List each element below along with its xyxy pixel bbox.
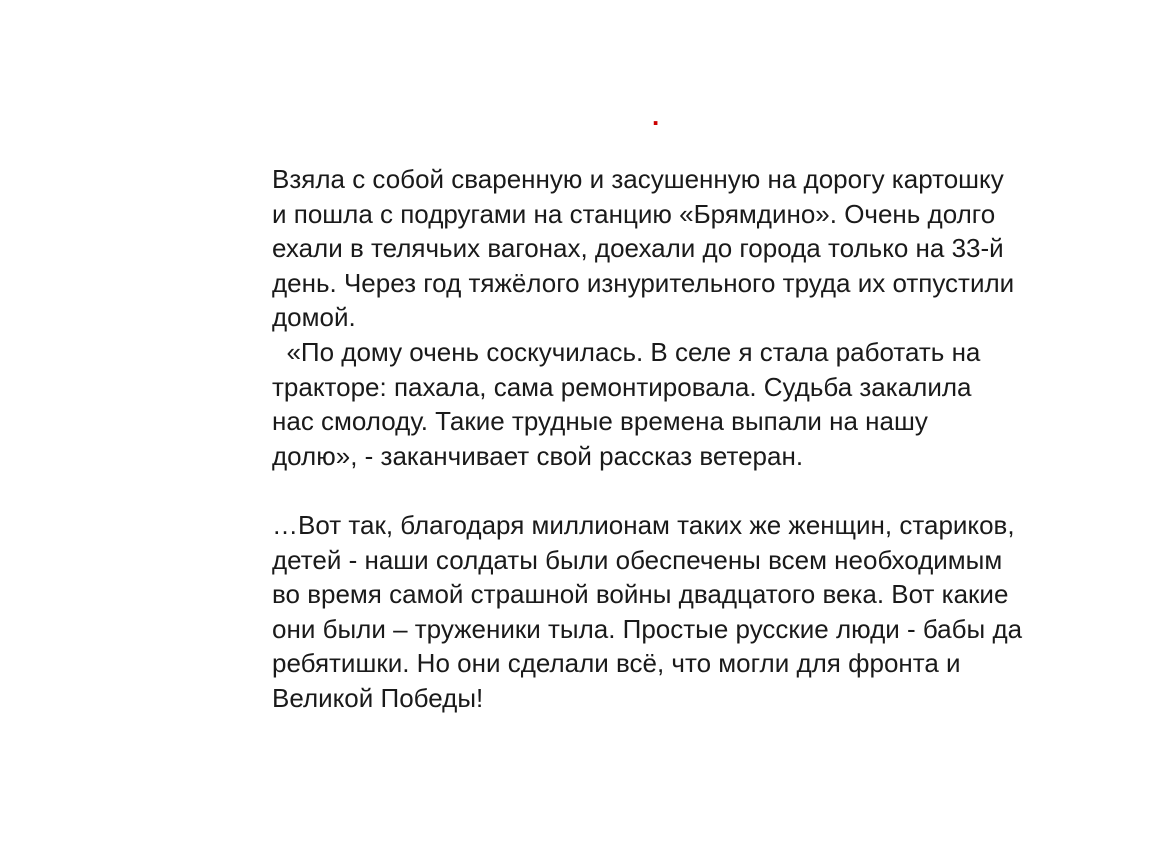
text-line: ехали в телячьих вагонах, доехали до города только на 33-й xyxy=(272,233,1004,264)
text-line: детей - наши солдаты были обеспечены всем необходимым xyxy=(272,544,1003,575)
red-marker-dot: . xyxy=(652,101,660,131)
paragraph-2 xyxy=(272,335,1132,473)
text-line: и пошла с подругами на станцию «Брямдино». Очень долго xyxy=(272,198,996,229)
text-line: тракторе: пахала, сама ремонтировала. Судьба закалила xyxy=(272,371,972,402)
paragraph-gap xyxy=(272,473,1132,508)
text-line: нас смолоду. Такие трудные времена выпали на нашу xyxy=(272,406,928,437)
text-line: домой. xyxy=(272,302,356,333)
text-line: день. Через год тяжёлого изнурительного труда их отпустили xyxy=(272,267,1015,298)
text-line: Великой Победы! xyxy=(272,682,484,713)
text-line: они были – труженики тыла. Простые русские люди - бабы да xyxy=(272,613,1023,644)
paragraph-1 xyxy=(272,162,1132,335)
text-line: долю», - заканчивает свой рассказ ветеран. xyxy=(272,440,804,471)
text-line: ребятишки. Но они сделали всё, что могли для фронта и xyxy=(272,648,961,679)
text-block xyxy=(272,162,1132,716)
text-line: «По дому очень соскучилась. В селе я стала работать на xyxy=(272,336,981,367)
text-line: Взяла с собой сваренную и засушенную на дорогу картошку xyxy=(272,164,1004,194)
text-line: …Вот так, благодаря миллионам таких же женщин, стариков, xyxy=(272,509,1015,540)
text-line: во время самой страшной войны двадцатого века. Вот какие xyxy=(272,579,1009,610)
paragraph-3 xyxy=(272,508,1132,716)
